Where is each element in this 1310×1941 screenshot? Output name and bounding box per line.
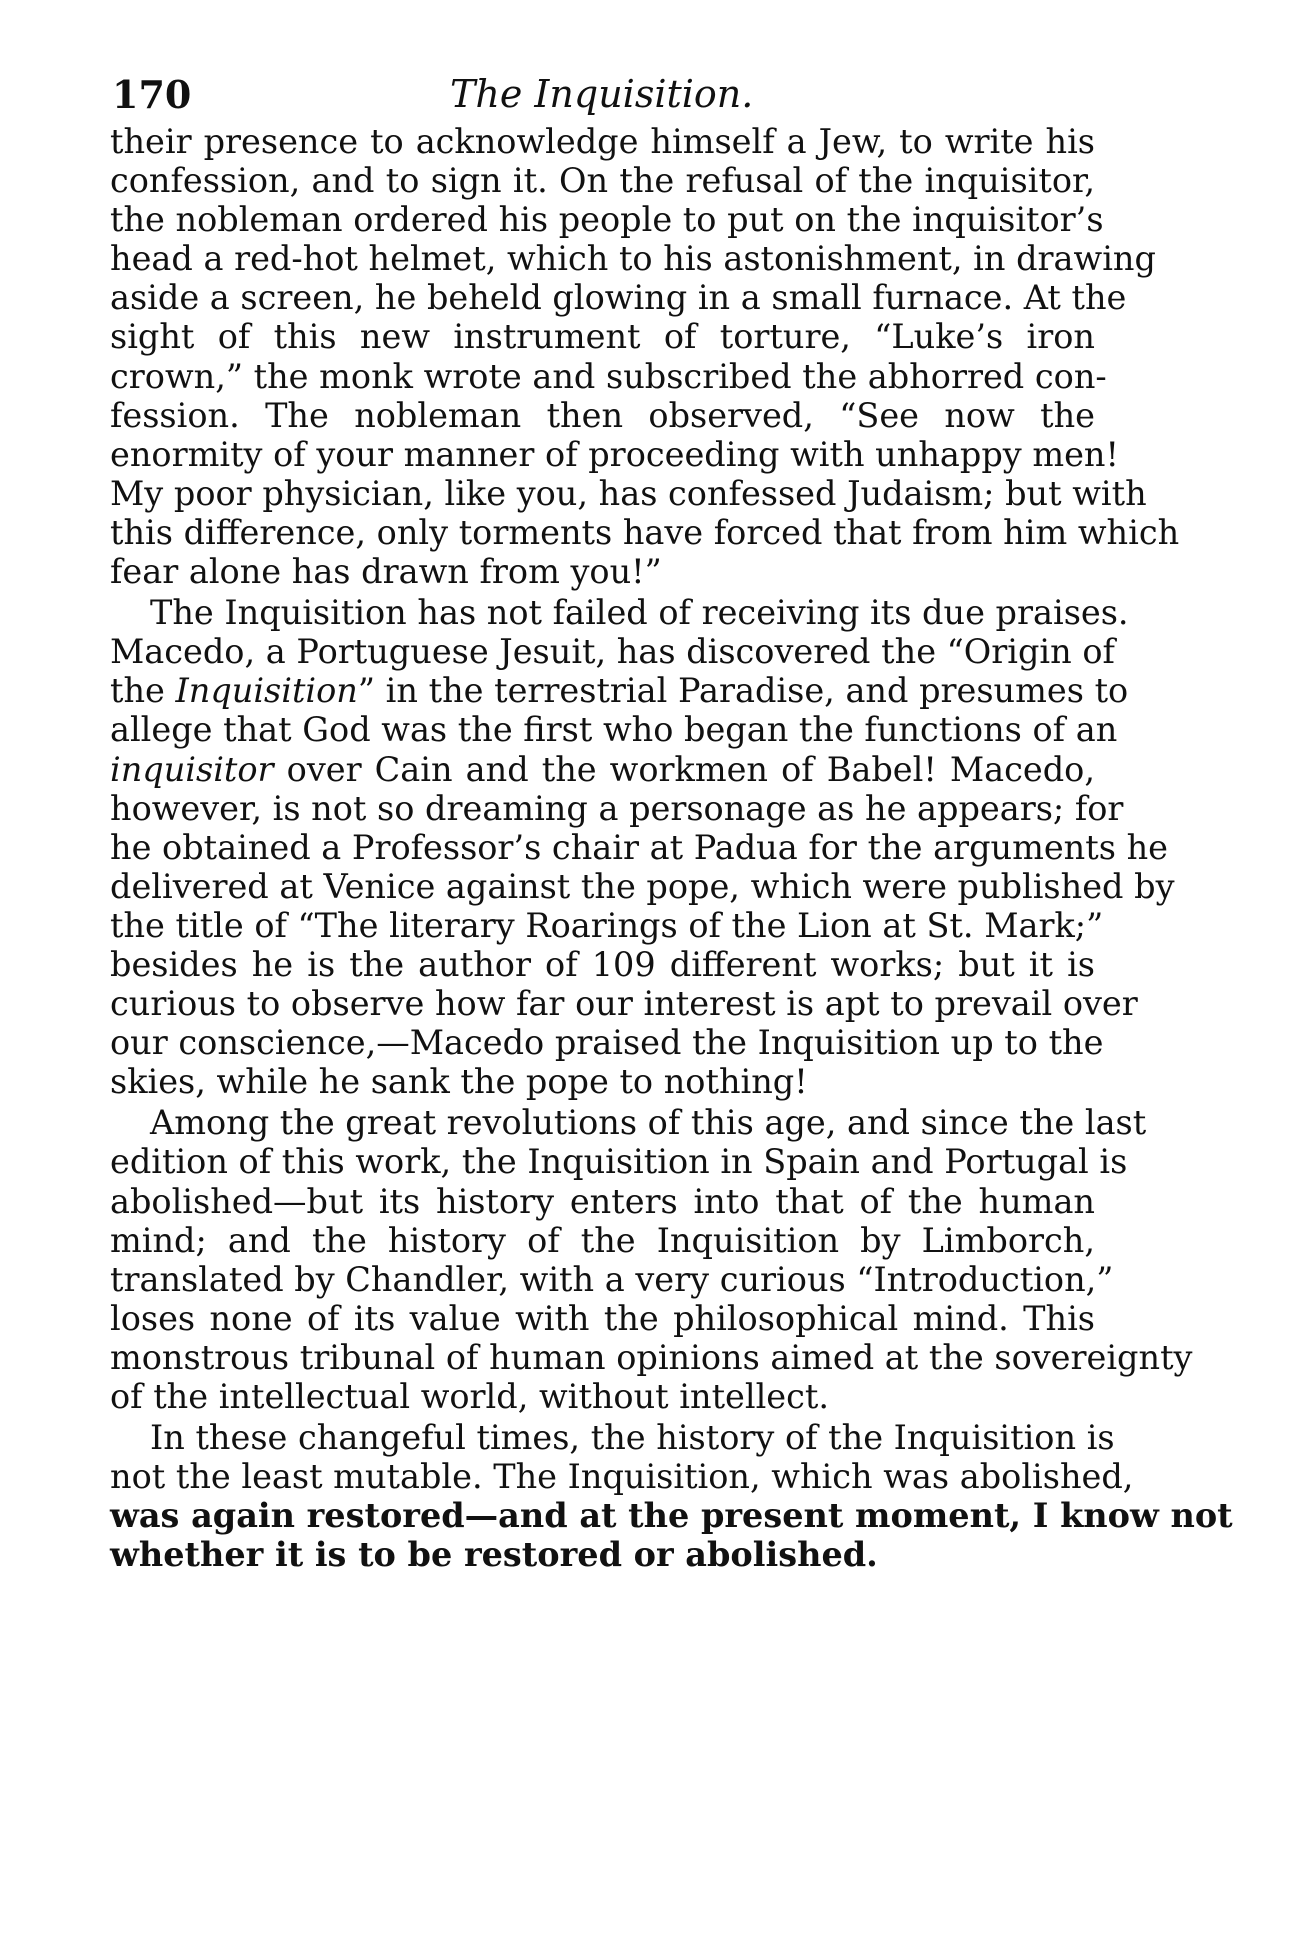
text-line: skies, while he sank the pope to nothing! (110, 1062, 808, 1102)
text-line: their presence to acknowledge himself a Jew, to write his (110, 122, 1095, 161)
text-line: crown,” the monk wrote and subscribed the abhorred con- (110, 356, 1107, 396)
text-line: allege that God was the first who began the functions of an (110, 710, 1118, 750)
text-line: enormity of your manner of proceeding with unhappy men! (110, 434, 1119, 474)
text-line: sight of this new instrument of torture, “Luke’s iron (110, 317, 1095, 357)
text-line: the title of “The literary Roarings of the Lion at St. Mark;” (110, 905, 1104, 945)
text-line: head a red-hot helmet, which to his astonishment, in drawing (110, 239, 1156, 279)
text-line: Among the great revolutions of this age, and since the last (150, 1103, 1147, 1143)
text-line: besides he is the author of 109 different works; but it is (110, 944, 1095, 984)
text-line: our conscience,—Macedo praised the Inquisition up to the (110, 1023, 1104, 1063)
text-line: the Inquisition” in the terrestrial Paradise, and presumes to (110, 671, 1129, 711)
text-line: confession, and to sign it. On the refusal of the inquisitor, (110, 161, 1095, 201)
paragraph (110, 122, 1180, 592)
page-number: 170 (112, 72, 192, 117)
text-line: however, is not so dreaming a personage as he appears; for (110, 788, 1124, 828)
paragraph (110, 1103, 1193, 1416)
text-line: abolished—but its history enters into that of the human (110, 1181, 1095, 1221)
italic-term: inquisitor (110, 749, 274, 789)
text-line: he obtained a Professor’s chair at Padua for the arguments he (110, 827, 1168, 867)
text-line: The Inquisition has not failed of receiving its due praises. (150, 593, 1129, 633)
paragraph (110, 1418, 1233, 1575)
running-title: The Inquisition. (450, 72, 754, 116)
text-line: was again restored—and at the present moment, I know not (110, 1496, 1233, 1536)
text-line: loses none of its value with the philosophical mind. This (110, 1298, 1095, 1338)
text-line: delivered at Venice against the pope, which were published by (110, 866, 1175, 906)
text-line: In these changeful times, the history of the Inquisition is (150, 1418, 1115, 1458)
text-line: not the least mutable. The Inquisition, which was abolished, (110, 1457, 1134, 1497)
text-line: whether it is to be restored or abolished. (110, 1535, 878, 1575)
text-line: curious to observe how far our interest is apt to prevail over (110, 984, 1138, 1024)
body-text (110, 122, 1233, 1575)
text-line: inquisitor over Cain and the workmen of Babel! Macedo, (110, 749, 1095, 789)
text-line: monstrous tribunal of human opinions aimed at the sovereignty (110, 1337, 1193, 1377)
text-line: the nobleman ordered his people to put on the inquisitor’s (110, 200, 1104, 240)
text-line: mind; and the history of the Inquisition by Limborch, (110, 1220, 1095, 1260)
text-line: fear alone has drawn from you!” (110, 552, 662, 592)
text-line: aside a screen, he beheld glowing in a small furnace. At the (110, 278, 1127, 318)
text-line: translated by Chandler, with a very curious “Introduction,” (110, 1259, 1114, 1299)
paragraph (110, 593, 1175, 1102)
text-line: this difference, only torments have forced that from him which (110, 512, 1180, 552)
italic-term: Inquisition (175, 671, 358, 711)
text-line: edition of this work, the Inquisition in Spain and Portugal is (110, 1142, 1128, 1182)
text-line: My poor physician, like you, has confessed Judaism; but with (110, 473, 1147, 513)
book-page (110, 60, 1233, 1576)
text-line: fession. The nobleman then observed, “See now the (110, 395, 1095, 435)
text-line: of the intellectual world, without intellect. (110, 1377, 829, 1416)
text-line: Macedo, a Portuguese Jesuit, has discovered the “Origin of (110, 632, 1115, 672)
page-header (110, 60, 1095, 122)
